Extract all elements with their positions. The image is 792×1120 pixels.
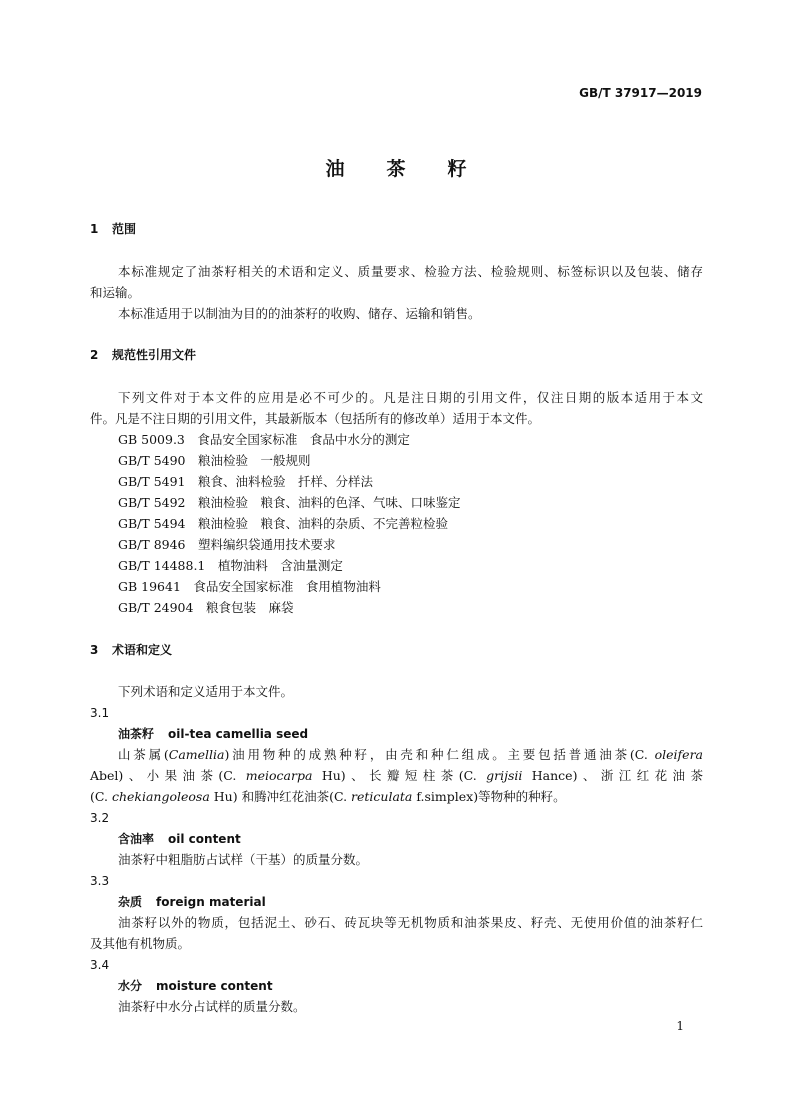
italic-run: reticulata: [351, 789, 413, 804]
italic-run: oleifera: [654, 747, 703, 762]
section-number: 1: [90, 222, 99, 236]
italic-run: meiocarpa: [245, 768, 313, 783]
definition-line: 及其他有机物质。: [90, 936, 191, 951]
text-run: Abel)、小果油茶(C.: [90, 768, 246, 783]
term-en: oil content: [168, 832, 241, 846]
term-zh: 杂质: [118, 895, 143, 909]
italic-run: grijsii: [486, 768, 523, 783]
italic-run: chekiangoleosa: [111, 789, 210, 804]
text-run: 山茶属(: [118, 747, 169, 762]
definition-line: [118, 745, 703, 765]
reference-item: GB/T 5490 粮油检验 一般规则: [118, 453, 311, 468]
reference-item: GB 5009.3 食品安全国家标准 食品中水分的测定: [118, 432, 410, 447]
paragraph-line: 件。凡是不注日期的引用文件，其最新版本（包括所有的修改单）适用于本文件。: [90, 411, 541, 426]
text-run: (C.: [90, 789, 112, 804]
term-en: oil-tea camellia seed: [168, 727, 309, 741]
term-heading: [118, 829, 241, 849]
page-number: 1: [676, 1019, 684, 1033]
reference-item: GB/T 24904 粮食包装 麻袋: [118, 600, 294, 615]
reference-item: GB/T 8946 塑料编织袋通用技术要求: [118, 537, 336, 552]
paragraph-line: 下列文件对于本文件的应用是必不可少的。凡是注日期的引用文件，仅注日期的版本适用于本文: [118, 390, 703, 405]
reference-item: GB/T 5492 粮油检验 粮食、油料的色泽、气味、口味鉴定: [118, 495, 461, 510]
italic-run: Camellia: [168, 747, 225, 762]
reference-item: GB/T 5494 粮油检验 粮食、油料的杂质、不完善粒检验: [118, 516, 449, 531]
definition-line: 油茶籽中粗脂肪占试样（干基）的质量分数。: [118, 852, 369, 867]
term-number: 3.3: [90, 874, 110, 888]
text-run: f.simplex)等物种的种籽。: [412, 789, 566, 804]
paragraph-line: 和运输。: [90, 285, 141, 300]
term-en: foreign material: [156, 895, 266, 909]
section-number: 2: [90, 348, 99, 362]
term-number: 3.4: [90, 958, 110, 972]
reference-item: GB/T 14488.1 植物油料 含油量测定: [118, 558, 343, 573]
document-title: 油茶籽: [325, 158, 509, 180]
term-heading: [118, 976, 273, 996]
definition-line: [90, 766, 703, 786]
paragraph-line: 下列术语和定义适用于本文件。: [118, 684, 294, 699]
reference-item: GB 19641 食品安全国家标准 食用植物油料: [118, 579, 381, 594]
text-run: Hance)、浙江红花油茶: [522, 768, 703, 783]
text-run: Hu) 和腾冲红花油茶(C.: [209, 789, 352, 804]
term-number: 3.1: [90, 706, 110, 720]
reference-item: GB/T 5491 粮食、油料检验 扦样、分样法: [118, 474, 374, 489]
text-run: Hu)、长瓣短柱茶(C.: [312, 768, 487, 783]
section-title: 范围: [112, 222, 137, 236]
term-heading: [118, 892, 266, 912]
paragraph-line: 本标准适用于以制油为目的的油茶籽的收购、储存、运输和销售。: [118, 306, 481, 321]
term-zh: 水分: [118, 979, 143, 993]
term-zh: 含油率: [118, 832, 155, 846]
term-number: 3.2: [90, 811, 110, 825]
definition-line: [90, 787, 566, 807]
section-title: 术语和定义: [112, 643, 173, 657]
paragraph-line: 本标准规定了油茶籽相关的术语和定义、质量要求、检验方法、检验规则、标签标识以及包装、储存: [118, 264, 703, 279]
definition-line: 油茶籽中水分占试样的质量分数。: [118, 999, 306, 1014]
section-3-heading: [90, 640, 172, 660]
definition-line: 油茶籽以外的物质，包括泥土、砂石、砖瓦块等无机物质和油茶果皮、籽壳、无使用价值的油茶籽仁: [118, 915, 703, 930]
document-id: GB/T 37917—2019: [579, 86, 702, 100]
term-heading: [118, 724, 308, 744]
section-title: 规范性引用文件: [112, 348, 197, 362]
section-2-heading: [90, 345, 196, 365]
section-1-heading: [90, 219, 136, 239]
term-en: moisture content: [156, 979, 273, 993]
text-run: )油用物种的成熟种籽，由壳和种仁组成。主要包括普通油茶(C.: [224, 747, 655, 762]
section-number: 3: [90, 643, 99, 657]
term-zh: 油茶籽: [118, 727, 155, 741]
